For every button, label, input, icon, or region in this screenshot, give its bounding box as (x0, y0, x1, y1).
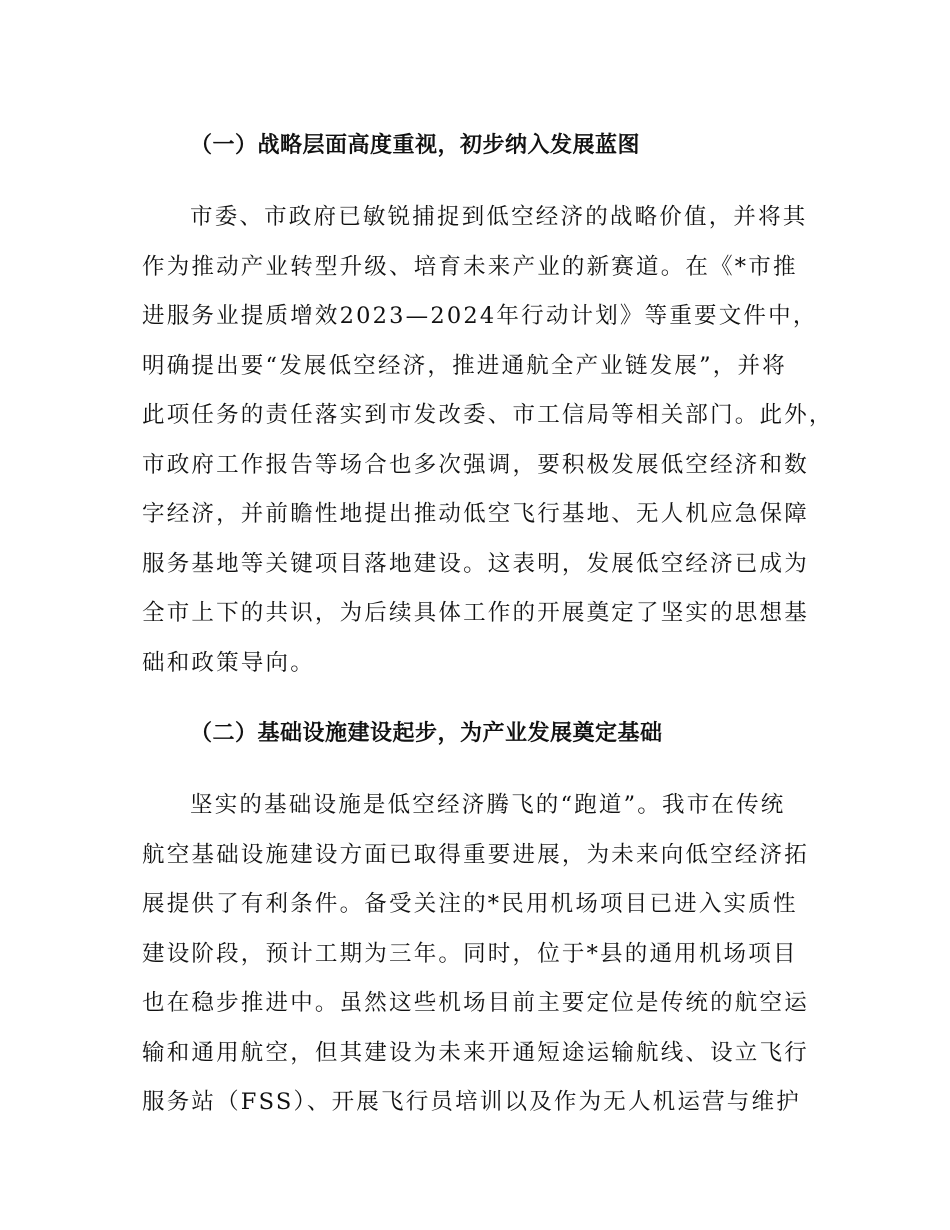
text-line: 输和通用航空，但其建设为未来开通短途运输航线、设立飞行 (142, 1039, 809, 1066)
text-line: 服务基地等关键项目落地建设。这表明，发展低空经济已成为 (142, 550, 809, 577)
section-heading-1: （一）战略层面高度重视，初步纳入发展蓝图 (190, 133, 641, 158)
text-line: 全市上下的共识，为后续具体工作的开展奠定了坚实的思想基 (142, 600, 809, 626)
text-line: 字经济，并前瞻性地提出推动低空飞行基地、无人机应急保障 (142, 501, 809, 527)
text-line: 明确提出要“发展低空经济，推进通航全产业链发展”，并将 (142, 352, 787, 379)
paragraph-2 (142, 781, 812, 1128)
text-line: 也在稳步推进中。虽然这些机场目前主要定位是传统的航空运 (142, 990, 809, 1016)
paragraph-1 (142, 193, 834, 688)
spacer (142, 688, 812, 710)
text-line: 进服务业提质增效2023—2024年行动计划》等重要文件中， (142, 303, 818, 329)
text-line: 展提供了有利条件。备受关注的*民用机场项目已进入实质性 (142, 891, 798, 917)
text-line: 作为推动产业转型升级、培育未来产业的新赛道。在《*市推 (142, 253, 798, 280)
document-page (142, 122, 834, 1128)
text-line: 础和政策导向。 (142, 649, 315, 676)
text-line: 坚实的基础设施是低空经济腾飞的“跑道”。我市在传统 (190, 792, 786, 818)
section-heading-2: （二）基础设施建设起步，为产业发展奠定基础 (190, 721, 663, 746)
spacer (142, 170, 812, 193)
text-line: 市政府工作报告等场合也多次强调，要积极发展低空经济和数 (142, 451, 809, 478)
text-line: 航空基础设施建设方面已取得重要进展，为未来向低空经济拓 (142, 841, 809, 868)
spacer (142, 758, 812, 781)
text-line: 服务站（FSS）、开展飞行员培训以及作为无人机运营与维护 (142, 1089, 801, 1115)
text-line: 此项任务的责任落实到市发改委、市工信局等相关部门。此外， (142, 402, 834, 428)
text-line: 建设阶段，预计工期为三年。同时，位于*县的通用机场项目 (142, 940, 798, 967)
text-line: 市委、市政府已敏锐捕捉到低空经济的战略价值，并将其 (190, 204, 808, 230)
